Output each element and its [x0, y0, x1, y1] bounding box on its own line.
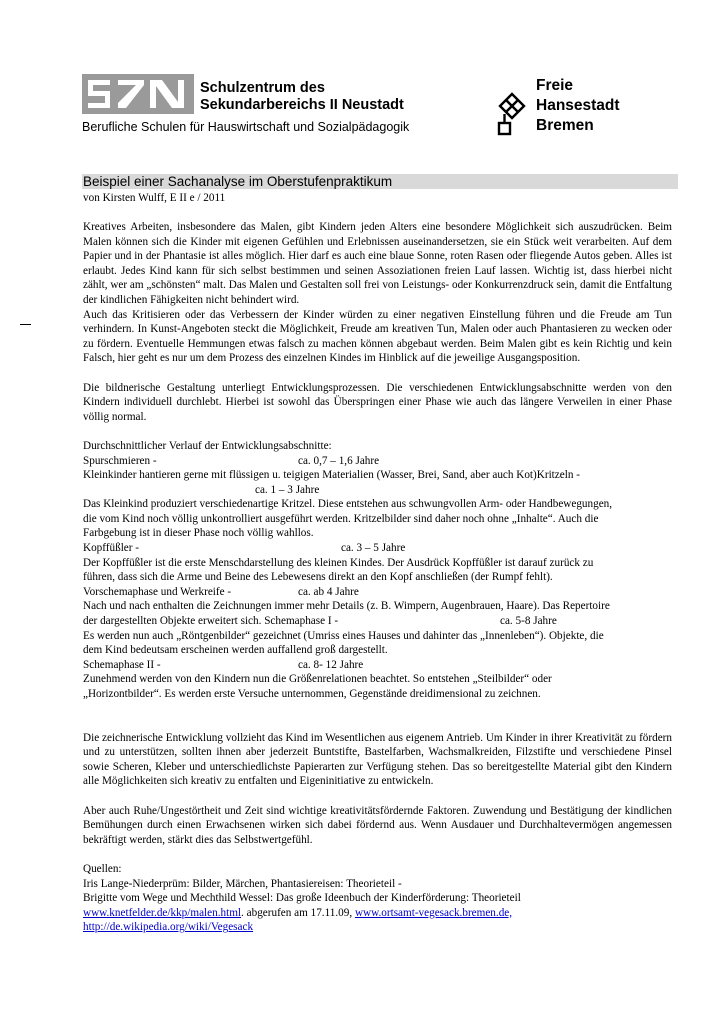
szn-logo — [82, 74, 194, 114]
source-links — [83, 906, 672, 921]
source-item: Iris Lange-Niederprüm: Bilder, Märchen, Phantasiereisen: Theorieteil - — [83, 877, 402, 890]
stage-description: Der Kopffüßler ist die erste Menschdarstellung des kleinen Kindes. Der Ausdrück Kopffüßler ist darauf zurück zu — [83, 556, 594, 569]
stage-description: führen, dass sich die Arme und Beine des Lebewesens direkt an den Kopf anschließen (der Rumpf fehlt). — [83, 571, 553, 584]
paragraph-rest: Aber auch Ruhe/Ungestörtheit und Zeit sind wichtige kreativitätsfördernde Faktoren. Zuwendung und Bestätigung der kindlichen Bemühungen durch einen Erwachsenen wirken sich dabei fördernd aus. Wenn Ausdauer und Durchhaltevermögen angemessen bekräftigt werden, stärkt dies das Selbstwertgefühl. — [83, 804, 672, 846]
stage-description: „Horizontbilder“. Es werden erste Versuche unternommen, Gegenstände dreidimensional zu zeichnen. — [83, 688, 541, 700]
paragraph-intro: Kreatives Arbeiten, insbesondere das Malen, gibt Kindern jeden Alters eine besondere Möglichkeit sich auszudrücken. Beim Malen können sich die Kinder mit eigenen Gefühlen und Erlebnissen auseinandersetzen, sie ein Stück weit verarbeiten. Auf dem Papier und in der Phantasie ist alles möglich. Hier darf es auch eine blaue Sonne, roten Rasen oder fliegende Autos geben. Alles ist erlaubt. Jedes Kind kann für sich selbst bestimmen und seinen Assoziationen freien Lauf lassen. Wichtig ist, dass hierbei nicht zählt, wer am „schönsten“ malt. Das Malen und Gestalten soll frei von Leistungs- oder Konkurrenzdruck sein, damit die Entfaltung der kindlichen Fähigkeiten nicht behindert wird. — [83, 221, 672, 306]
stage-description: Es werden nun auch „Röntgenbilder“ gezeichnet (Umriss eines Hauses und dahinter das „Innenleben“). Objekte, die — [83, 629, 604, 642]
stage-age: ca. 1 – 3 Jahre — [255, 483, 320, 496]
stage-name: Spurschmieren - — [83, 454, 157, 467]
source-item: Brigitte vom Wege und Mechthild Wessel: Das große Ideenbuch der Kinderförderung: Theorieteil — [83, 892, 521, 905]
stage-vorschema — [83, 585, 672, 600]
school-subtitle: Berufliche Schulen für Hauswirtschaft und Sozialpädagogik — [82, 120, 410, 134]
paragraph-criticism: Auch das Kritisieren oder das Verbessern der Kinder würden zu einer negativen Einstellung führen und die Freude am Tun verhindern. In Kunst-Angeboten steckt die Möglichkeit, Freude am kreativen Tun, Malen oder auch Phantasieren zu wecken oder zu fördern. Eventuelle Hemmungen etwas falsch zu machen können abgebaut werden. Beim Malen gibt es kein Richtig und kein Falsch, hier geht es nur um dem Prozess des einzelnen Kindes im Hinblick auf die jeweilige Ausgangsposition. — [83, 308, 672, 365]
stage-description: Das Kleinkind produziert verschiedenartige Kritzel. Diese entstehen aus schwungvollen Arm- oder Handbewegungen, — [83, 498, 613, 511]
stage-kritzeln — [83, 483, 672, 498]
bremen-line2: Hansestadt — [536, 97, 620, 114]
author-line: von Kirsten Wulff, E II e / 2011 — [83, 192, 226, 204]
stage-description: Kleinkinder hantieren gerne mit flüssigen u. teigigen Materialien (Wasser, Brei, Sand, aber auch Kot)Kritzeln - — [83, 469, 580, 482]
stage-name: Vorschemaphase und Werkreife - — [83, 585, 232, 598]
school-name-line1: Schulzentrum des — [200, 80, 325, 96]
stage-name: Schemaphase II - — [83, 658, 161, 671]
stage-description: der dargestellten Objekte erweitert sich. Schemaphase I - — [83, 615, 339, 628]
stage-schema-1 — [83, 614, 672, 629]
stage-description: Zunehmend werden von den Kindern nun die Größenrelationen beachtet. So entstehen „Steilbilder“ oder — [83, 673, 552, 686]
source-link-knetfelder[interactable]: www.knetfelder.de/kkp/malen.html — [83, 906, 242, 919]
bremen-line1: Freie — [536, 77, 574, 94]
stage-age: ca. 3 – 5 Jahre — [341, 542, 406, 555]
stage-description: Nach und nach enthalten die Zeichnungen immer mehr Details (z. B. Wimpern, Augenbrauen, Haare). Das Repertoire — [83, 600, 610, 613]
stage-description: dem Kind bedeutsam erscheinen werden auffallend groß dargestellt. — [83, 644, 388, 657]
stage-kopffuessler — [83, 541, 672, 556]
bremen-wordmark — [536, 76, 620, 136]
source-date: . abgerufen am 17.11.09, — [241, 906, 355, 919]
stage-name: Kopffüßler - — [83, 542, 140, 555]
school-name — [200, 80, 404, 114]
stage-description: die vom Kind noch völlig unkontrolliert ausgeführt werden. Kritzelbilder sind daher noch ohne „Inhalte“. Auch die — [83, 512, 599, 525]
document-title: Beispiel einer Sachanalyse im Oberstufenpraktikum — [83, 174, 393, 189]
paragraph-materials: Die zeichnerische Entwicklung vollzieht das Kind im Wesentlichen aus eigenem Antrieb. Um Kinder in ihrer Kreativität zu fördern und zu unterstützen, sollten ihnen aber jederzeit Buntstifte, Bastelfarben, Wachsmalkreiden, Filzstifte und verschiedene Pinsel sowie Scheren, Kleber und unterschiedlichste Papierarten zur Verfügung stehen. Das so bereitgestellte Material gibt den Kindern alle Möglichkeiten sich kreativ zu entfalten und Eigeninitiative zu entwickeln. — [83, 731, 672, 788]
stage-spurschmieren — [83, 454, 672, 469]
stage-age: ca. ab 4 Jahre — [298, 585, 359, 598]
sources-heading: Quellen: — [83, 862, 122, 875]
school-name-line2: Sekundarbereichs II Neustadt — [200, 97, 404, 113]
source-link-ortsamt[interactable]: www.ortsamt-vegesack.bremen.de, — [354, 906, 513, 919]
document-body — [83, 220, 672, 935]
stage-age: ca. 0,7 – 1,6 Jahre — [298, 454, 380, 467]
bremen-key-logo — [497, 92, 527, 136]
stage-age: ca. 8- 12 Jahre — [298, 658, 364, 671]
stages-intro: Durchschnittlicher Verlauf der Entwicklungsabschnitte: — [83, 439, 332, 452]
paragraph-development: Die bildnerische Gestaltung unterliegt Entwicklungsprozessen. Die verschiedenen Entwicklungsabschnitte werden von den Kindern individuell durchlebt. Hierbei ist sowohl das Überspringen einer Phase wie auch das längere Verweilen in einer Phase völlig normal. — [83, 381, 672, 423]
stage-age: ca. 5-8 Jahre — [500, 615, 557, 628]
source-links — [83, 920, 672, 935]
source-link-wikipedia[interactable]: http://de.wikipedia.org/wiki/Vegesack — [83, 921, 254, 934]
margin-mark — [20, 324, 31, 325]
stage-description: Farbgebung ist in dieser Phase noch völlig wahllos. — [83, 527, 314, 540]
stage-schema-2 — [83, 658, 672, 673]
bremen-line3: Bremen — [536, 117, 594, 134]
